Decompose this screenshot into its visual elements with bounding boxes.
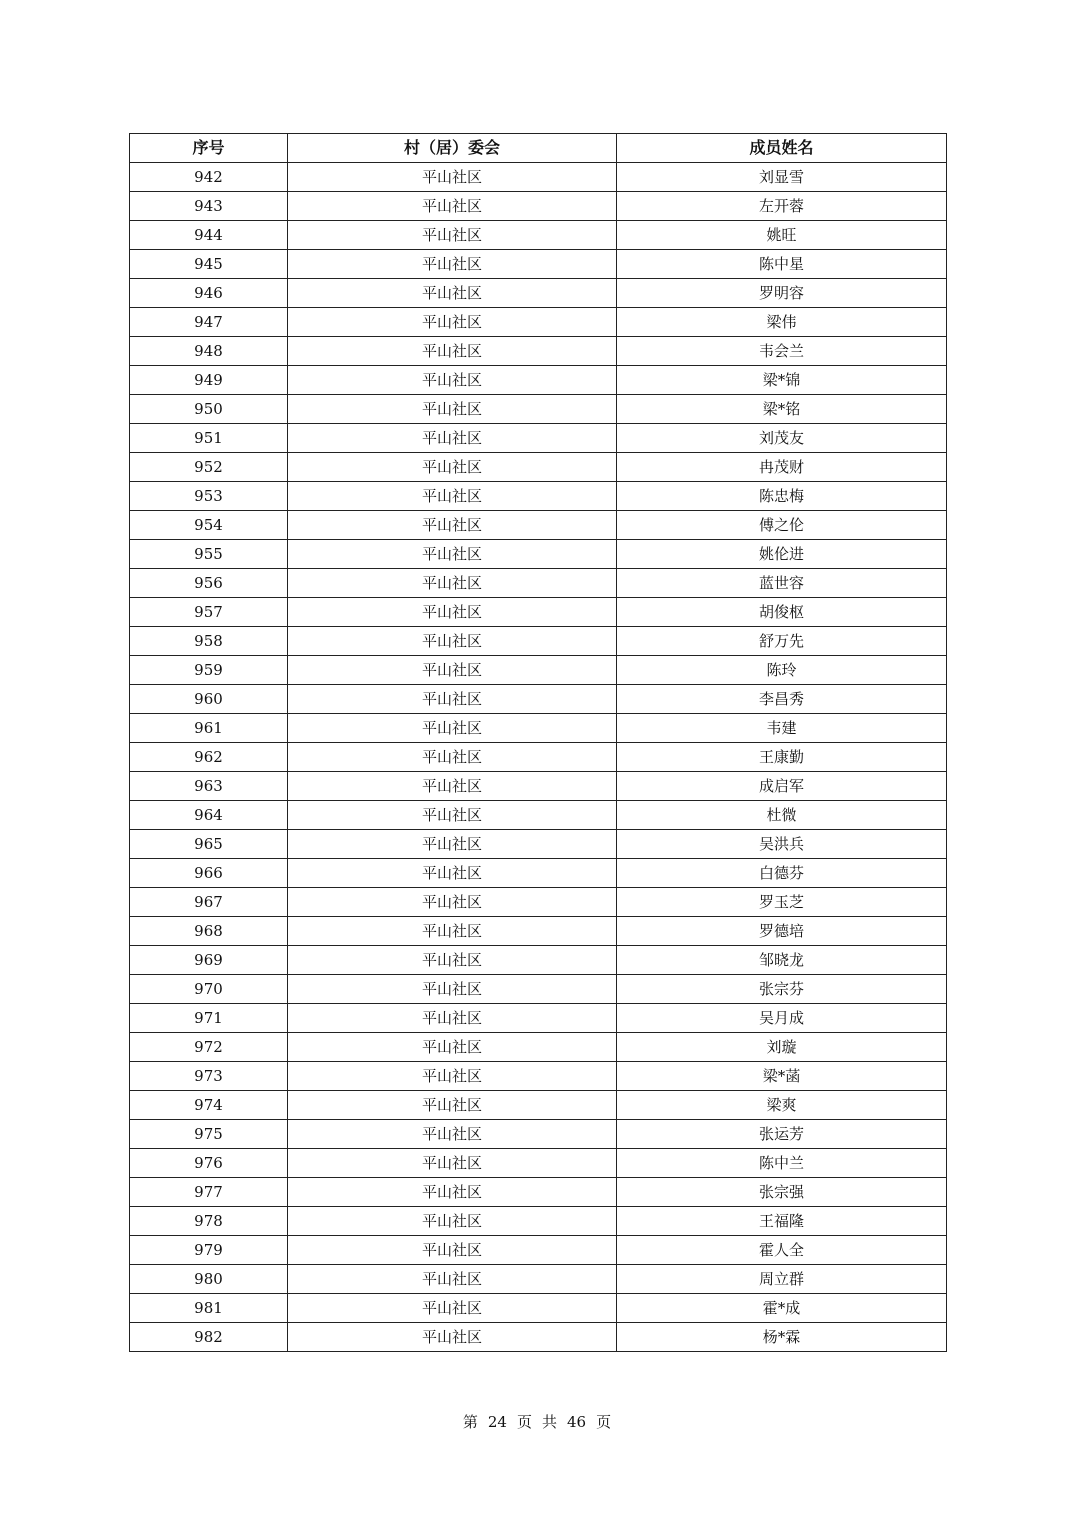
footer-current-page: 24 (487, 1413, 507, 1431)
member-name-cell: 胡俊枢 (617, 598, 947, 627)
member-name-cell: 梁*菡 (617, 1062, 947, 1091)
member-name-cell: 罗玉芝 (617, 888, 947, 917)
member-name-cell: 吴月成 (617, 1004, 947, 1033)
member-name-cell: 杜微 (617, 801, 947, 830)
seq-cell: 944 (130, 221, 288, 250)
committee-cell: 平山社区 (288, 163, 617, 192)
seq-cell: 964 (130, 801, 288, 830)
table-body (130, 163, 947, 1352)
header-committee: 村（居）委会 (288, 134, 617, 163)
seq-cell: 959 (130, 656, 288, 685)
member-name-cell: 姚旺 (617, 221, 947, 250)
table-header-row (130, 134, 947, 163)
table-row (130, 772, 947, 801)
committee-cell: 平山社区 (288, 482, 617, 511)
table-row (130, 685, 947, 714)
committee-cell: 平山社区 (288, 337, 617, 366)
table-row (130, 540, 947, 569)
committee-cell: 平山社区 (288, 192, 617, 221)
committee-cell: 平山社区 (288, 308, 617, 337)
committee-cell: 平山社区 (288, 946, 617, 975)
table-row (130, 1236, 947, 1265)
member-name-cell: 梁伟 (617, 308, 947, 337)
seq-cell: 955 (130, 540, 288, 569)
seq-cell: 962 (130, 743, 288, 772)
seq-cell: 952 (130, 453, 288, 482)
member-name-cell: 吴洪兵 (617, 830, 947, 859)
member-name-cell: 邹晓龙 (617, 946, 947, 975)
member-name-cell: 王康勤 (617, 743, 947, 772)
member-name-cell: 陈中星 (617, 250, 947, 279)
committee-cell: 平山社区 (288, 743, 617, 772)
table-row (130, 1323, 947, 1352)
table-row (130, 395, 947, 424)
committee-cell: 平山社区 (288, 1265, 617, 1294)
table-row (130, 598, 947, 627)
member-name-cell: 霍*成 (617, 1294, 947, 1323)
committee-cell: 平山社区 (288, 859, 617, 888)
seq-cell: 972 (130, 1033, 288, 1062)
committee-cell: 平山社区 (288, 1004, 617, 1033)
table-row (130, 1178, 947, 1207)
member-name-cell: 周立群 (617, 1265, 947, 1294)
member-name-cell: 舒万先 (617, 627, 947, 656)
committee-cell: 平山社区 (288, 627, 617, 656)
seq-cell: 942 (130, 163, 288, 192)
table-row (130, 250, 947, 279)
committee-cell: 平山社区 (288, 221, 617, 250)
table-row (130, 482, 947, 511)
seq-cell: 981 (130, 1294, 288, 1323)
member-name-cell: 冉茂财 (617, 453, 947, 482)
committee-cell: 平山社区 (288, 511, 617, 540)
member-name-cell: 陈中兰 (617, 1149, 947, 1178)
seq-cell: 976 (130, 1149, 288, 1178)
table-row (130, 1033, 947, 1062)
table-row (130, 279, 947, 308)
committee-cell: 平山社区 (288, 1091, 617, 1120)
committee-cell: 平山社区 (288, 801, 617, 830)
seq-cell: 978 (130, 1207, 288, 1236)
seq-cell: 954 (130, 511, 288, 540)
committee-cell: 平山社区 (288, 1178, 617, 1207)
member-name-cell: 姚伦进 (617, 540, 947, 569)
committee-cell: 平山社区 (288, 1033, 617, 1062)
table-row (130, 830, 947, 859)
committee-cell: 平山社区 (288, 685, 617, 714)
seq-cell: 971 (130, 1004, 288, 1033)
table-row (130, 453, 947, 482)
table-row (130, 714, 947, 743)
table-row (130, 1265, 947, 1294)
member-name-cell: 王福隆 (617, 1207, 947, 1236)
member-name-cell: 傅之伦 (617, 511, 947, 540)
member-name-cell: 李昌秀 (617, 685, 947, 714)
table-row (130, 1062, 947, 1091)
seq-cell: 967 (130, 888, 288, 917)
seq-cell: 957 (130, 598, 288, 627)
seq-cell: 960 (130, 685, 288, 714)
committee-cell: 平山社区 (288, 1149, 617, 1178)
member-name-cell: 罗德培 (617, 917, 947, 946)
committee-cell: 平山社区 (288, 424, 617, 453)
seq-cell: 973 (130, 1062, 288, 1091)
page-footer (0, 1411, 1074, 1432)
table-row (130, 801, 947, 830)
seq-cell: 953 (130, 482, 288, 511)
member-name-cell: 蓝世容 (617, 569, 947, 598)
committee-cell: 平山社区 (288, 1062, 617, 1091)
committee-cell: 平山社区 (288, 975, 617, 1004)
member-name-cell: 刘显雪 (617, 163, 947, 192)
seq-cell: 958 (130, 627, 288, 656)
table-row (130, 975, 947, 1004)
seq-cell: 961 (130, 714, 288, 743)
table-row (130, 1004, 947, 1033)
committee-cell: 平山社区 (288, 453, 617, 482)
table-row (130, 221, 947, 250)
member-name-cell: 张宗芬 (617, 975, 947, 1004)
seq-cell: 969 (130, 946, 288, 975)
committee-cell: 平山社区 (288, 1294, 617, 1323)
committee-cell: 平山社区 (288, 830, 617, 859)
seq-cell: 974 (130, 1091, 288, 1120)
committee-cell: 平山社区 (288, 1120, 617, 1149)
table-row (130, 859, 947, 888)
table-row (130, 627, 947, 656)
seq-cell: 946 (130, 279, 288, 308)
member-name-cell: 成启军 (617, 772, 947, 801)
committee-cell: 平山社区 (288, 598, 617, 627)
member-name-cell: 杨*霖 (617, 1323, 947, 1352)
committee-cell: 平山社区 (288, 1323, 617, 1352)
table-row (130, 366, 947, 395)
seq-cell: 975 (130, 1120, 288, 1149)
footer-page-word: 页 (516, 1413, 532, 1431)
table-row (130, 569, 947, 598)
seq-cell: 977 (130, 1178, 288, 1207)
committee-cell: 平山社区 (288, 714, 617, 743)
table-row (130, 656, 947, 685)
table-row (130, 163, 947, 192)
committee-cell: 平山社区 (288, 772, 617, 801)
member-name-cell: 白德芬 (617, 859, 947, 888)
table-row (130, 1294, 947, 1323)
table-row (130, 1207, 947, 1236)
committee-cell: 平山社区 (288, 395, 617, 424)
table-row (130, 1091, 947, 1120)
footer-suffix: 页 (596, 1413, 612, 1431)
seq-cell: 965 (130, 830, 288, 859)
seq-cell: 951 (130, 424, 288, 453)
seq-cell: 950 (130, 395, 288, 424)
table-row (130, 337, 947, 366)
seq-cell: 963 (130, 772, 288, 801)
footer-total-word: 共 (542, 1413, 558, 1431)
table-row (130, 1120, 947, 1149)
member-name-cell: 陈忠梅 (617, 482, 947, 511)
footer-total-pages: 46 (567, 1413, 587, 1431)
committee-cell: 平山社区 (288, 656, 617, 685)
committee-cell: 平山社区 (288, 366, 617, 395)
header-member-name: 成员姓名 (617, 134, 947, 163)
member-name-cell: 陈玲 (617, 656, 947, 685)
member-name-cell: 刘璇 (617, 1033, 947, 1062)
seq-cell: 979 (130, 1236, 288, 1265)
table-row (130, 424, 947, 453)
table-row (130, 743, 947, 772)
seq-cell: 966 (130, 859, 288, 888)
seq-cell: 956 (130, 569, 288, 598)
committee-cell: 平山社区 (288, 1207, 617, 1236)
committee-cell: 平山社区 (288, 569, 617, 598)
seq-cell: 945 (130, 250, 288, 279)
committee-cell: 平山社区 (288, 250, 617, 279)
table-row (130, 308, 947, 337)
table-row (130, 1149, 947, 1178)
member-name-cell: 韦建 (617, 714, 947, 743)
table-row (130, 946, 947, 975)
member-name-cell: 左开蓉 (617, 192, 947, 221)
table-row (130, 917, 947, 946)
committee-cell: 平山社区 (288, 279, 617, 308)
member-name-cell: 梁*锦 (617, 366, 947, 395)
seq-cell: 970 (130, 975, 288, 1004)
seq-cell: 948 (130, 337, 288, 366)
seq-cell: 943 (130, 192, 288, 221)
member-name-cell: 韦会兰 (617, 337, 947, 366)
header-seq: 序号 (130, 134, 288, 163)
member-name-cell: 梁*铭 (617, 395, 947, 424)
committee-cell: 平山社区 (288, 888, 617, 917)
member-name-cell: 刘茂友 (617, 424, 947, 453)
seq-cell: 947 (130, 308, 288, 337)
seq-cell: 982 (130, 1323, 288, 1352)
seq-cell: 968 (130, 917, 288, 946)
table-row (130, 192, 947, 221)
member-name-cell: 张宗强 (617, 1178, 947, 1207)
member-name-cell: 梁爽 (617, 1091, 947, 1120)
footer-prefix: 第 (462, 1413, 478, 1431)
committee-cell: 平山社区 (288, 1236, 617, 1265)
member-name-cell: 霍人全 (617, 1236, 947, 1265)
table-row (130, 888, 947, 917)
committee-cell: 平山社区 (288, 917, 617, 946)
committee-cell: 平山社区 (288, 540, 617, 569)
table-row (130, 511, 947, 540)
seq-cell: 980 (130, 1265, 288, 1294)
member-roster-table (129, 133, 947, 1352)
seq-cell: 949 (130, 366, 288, 395)
member-name-cell: 张运芳 (617, 1120, 947, 1149)
member-name-cell: 罗明容 (617, 279, 947, 308)
